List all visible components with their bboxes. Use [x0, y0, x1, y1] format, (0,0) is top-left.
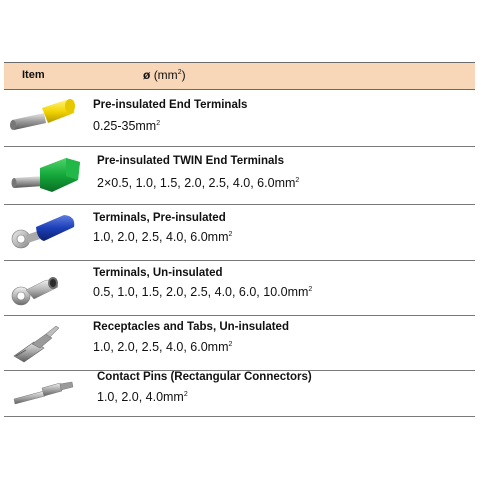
header-item: Item — [22, 69, 45, 81]
row-sizes: 1.0, 2.0, 2.5, 4.0, $6.0mm^2$ — [93, 340, 233, 354]
table-row — [4, 205, 475, 261]
row-title: Pre-insulated End Terminals — [93, 99, 248, 111]
terminals-table — [4, 62, 475, 404]
row-sizes: 1.0, 2.0, $4.0mm^2$ — [97, 390, 188, 404]
row-sizes: 2×0.5, 1.0, 1.5, 2.0, 2.5, 4.0, $6.0mm^2$ — [97, 176, 300, 190]
yellow-end-terminal-icon — [4, 93, 84, 143]
bare-ring-terminal-icon — [4, 263, 84, 313]
table-row — [4, 316, 475, 371]
table-row — [4, 371, 475, 417]
table-header — [4, 62, 475, 90]
table-row — [4, 147, 475, 205]
row-sizes: 0.5, 1.0, 1.5, 2.0, 2.5, 4.0, 6.0, $10.0mm^2$ — [93, 285, 313, 299]
table-row — [4, 89, 475, 147]
row-title: Contact Pins (Rectangular Connectors) — [97, 371, 312, 383]
contact-pin-icon — [4, 371, 84, 415]
row-sizes: 1.0, 2.0, 2.5, 4.0, $6.0mm^2$ — [93, 230, 233, 244]
blue-ring-terminal-icon — [4, 207, 84, 257]
receptacle-tab-icon — [4, 318, 84, 368]
header-diameter: ø $(mm^2)$ — [143, 68, 186, 82]
row-title: Terminals, Un-insulated — [93, 267, 223, 279]
row-sizes: $0.25-35mm^2$ — [93, 119, 161, 133]
green-twin-end-terminal-icon — [4, 150, 84, 200]
table-row — [4, 261, 475, 316]
row-title: Receptacles and Tabs, Un-insulated — [93, 321, 289, 333]
row-title: Terminals, Pre-insulated — [93, 212, 226, 224]
row-title: Pre-insulated TWIN End Terminals — [97, 155, 285, 167]
